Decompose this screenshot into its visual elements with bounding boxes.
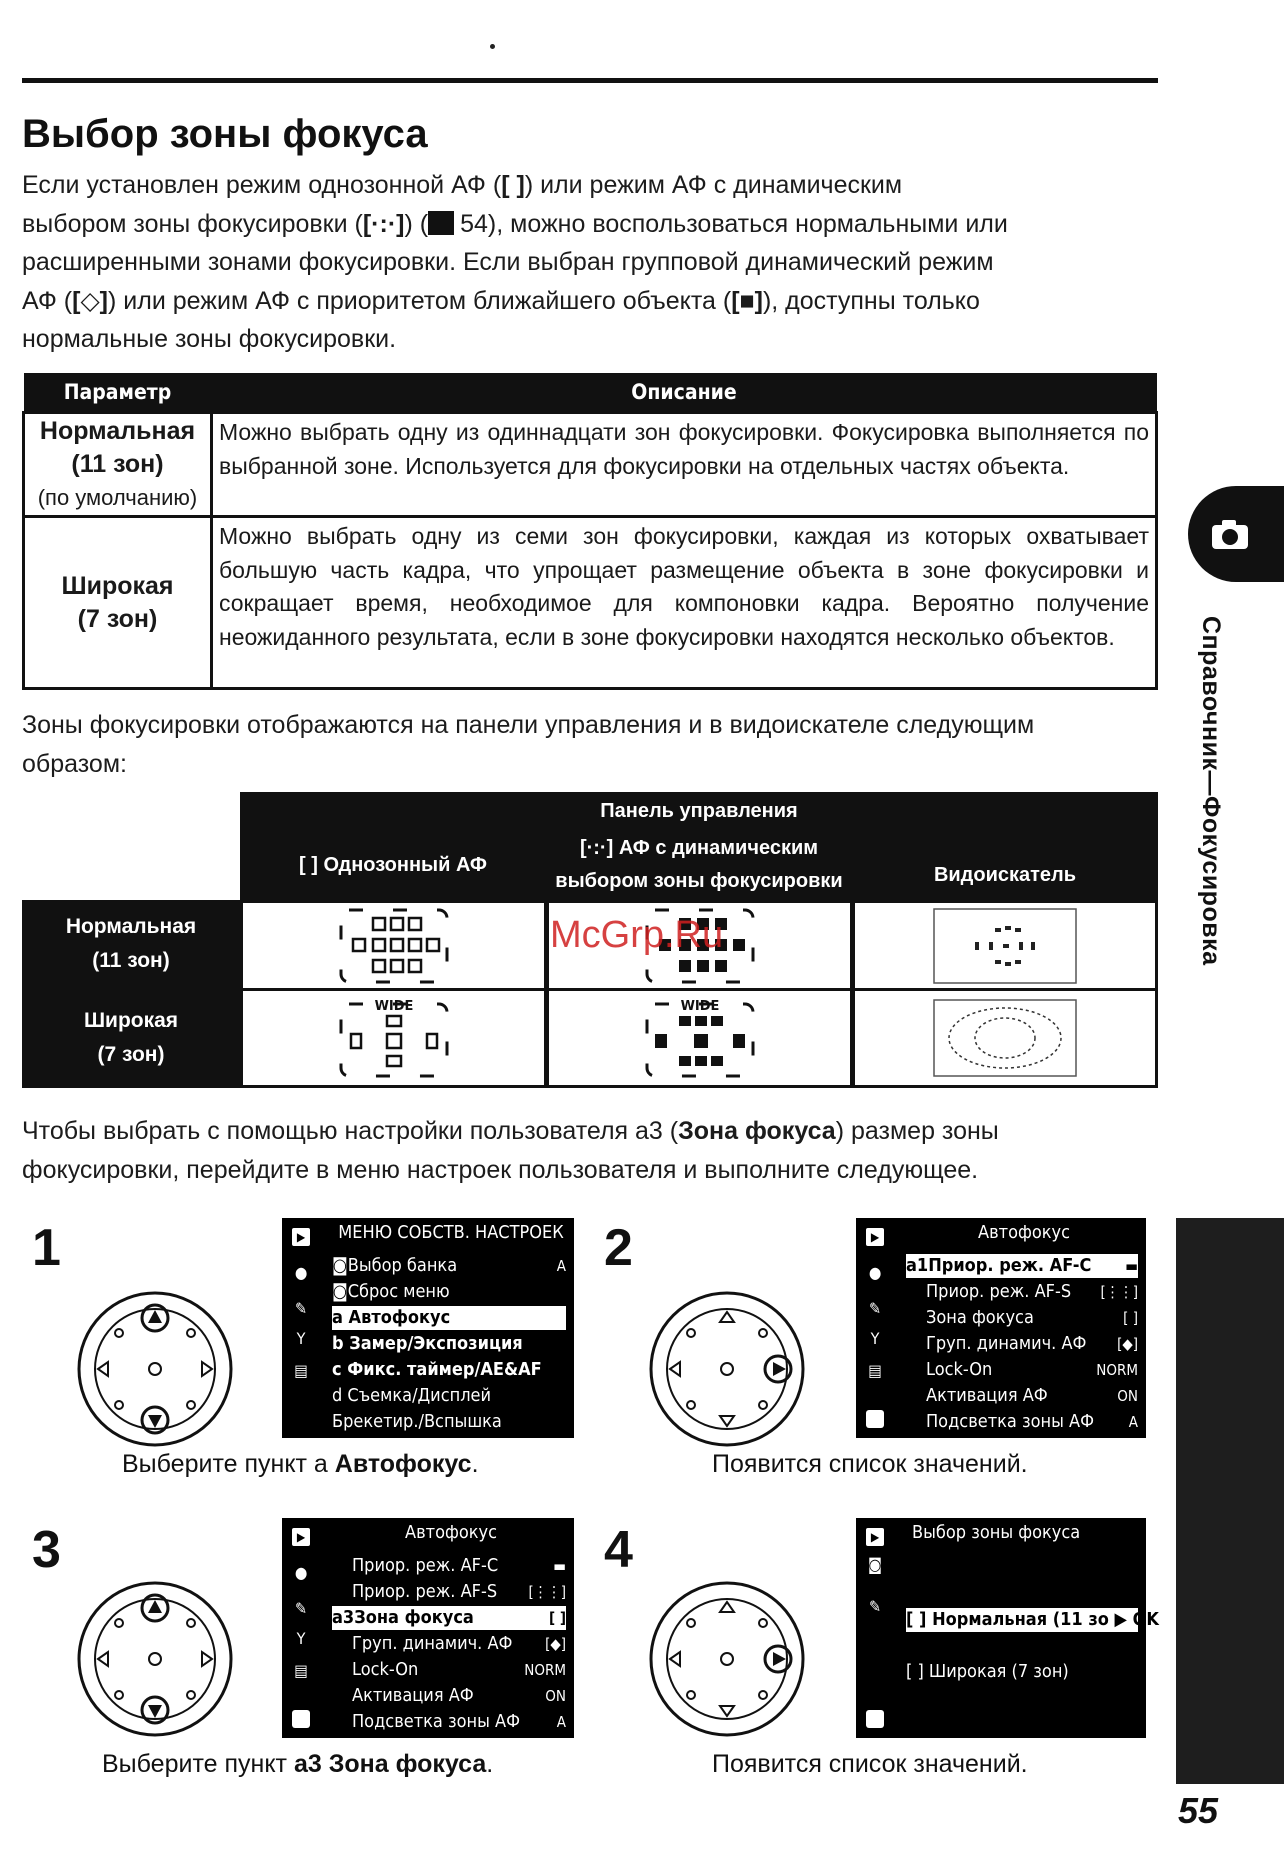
choose-paragraph	[22, 1112, 1158, 1189]
param-table	[22, 373, 1158, 690]
normal-viewfinder-cell	[852, 900, 1158, 991]
screen-title: МЕНЮ СОБСТВ. НАСТРОЕК	[338, 1222, 564, 1243]
row-normal-label: Нормальная (11 зон)	[22, 900, 240, 990]
step-1-number: 1	[32, 1219, 61, 1277]
wrench-tab-icon: Y	[870, 1329, 880, 1348]
menu-row[interactable]: ◙Сброс меню	[332, 1281, 450, 1302]
screen-title: Выбор зоны фокуса	[912, 1522, 1081, 1543]
page-number: 55	[1178, 1790, 1219, 1831]
step-3-number: 3	[32, 1521, 61, 1579]
screen-title: Автофокус	[405, 1522, 497, 1543]
multi-selector-4	[648, 1580, 806, 1738]
menu-row[interactable]: ◙Выбор банка A	[332, 1255, 566, 1276]
camera-icon	[1210, 518, 1250, 550]
param-normal: Нормальная (11 зон) (по умолчанию)	[24, 413, 212, 517]
pencil-tab-icon: ✎	[868, 1299, 882, 1318]
single-area-icon: [ ]	[298, 854, 318, 876]
desc-wide: Можно выбрать одну из семи зон фокусировки, каждая из которых охватывает большую часть кадра, что упрощает размещение объекта в зоне фокусировки и сокращает время, необходимое для компоновки кадра. Вероятно получение неожиданного результата, если в зоне фокусировки находятся несколько объектов.	[212, 517, 1157, 689]
intro-line-5: нормальные зоны фокусировки.	[22, 325, 397, 353]
retouch-tab-icon: ▤	[294, 1661, 308, 1680]
intro-line-3: расширенными зонами фокусировки. Если выбран групповой динамический режим	[22, 248, 994, 276]
wide-label: WIDE	[680, 999, 719, 1014]
step-3-caption: Выберите пункт a3 Зона фокуса.	[102, 1750, 494, 1778]
step-2-number: 2	[604, 1219, 633, 1277]
shooting-tab-icon: ●	[868, 1263, 882, 1282]
menu-row[interactable]: c Фикс. таймер/AE&AF	[332, 1359, 542, 1380]
single-area-af-icon: [ ]	[501, 171, 525, 199]
normal-single-cell	[240, 900, 547, 991]
side-tab-text: Справочник—Фокусировка	[1197, 616, 1225, 966]
intro-line-1: Если установлен режим однозонной АФ ([ ]) или режим АФ с динамическим	[22, 171, 903, 199]
menu-row[interactable]: Активация АФ ON	[352, 1685, 566, 1706]
side-tab	[1188, 486, 1284, 582]
wide-single-diagram	[339, 998, 449, 1078]
row-wide-label: Широкая (7 зон)	[22, 990, 240, 1088]
pencil-tab-icon: ✎	[868, 1597, 882, 1616]
retouch-tab-icon: ▤	[868, 1361, 882, 1380]
intro-paragraph	[22, 166, 1158, 359]
option-wide[interactable]: [ ] Широкая (7 зон)	[906, 1661, 1069, 1682]
desc-header: Описание	[212, 373, 1157, 413]
step-1-caption: Выберите пункт a Автофокус.	[122, 1450, 479, 1478]
step-2-caption: Появится список значений.	[712, 1450, 1028, 1478]
playback-tab-icon: ▶	[292, 1528, 310, 1546]
intro-line-2: выбором зоны фокусировки ([·:·]) ( 54), можно воспользоваться нормальными или	[22, 209, 1008, 238]
multi-selector-3	[76, 1580, 234, 1738]
menu-row[interactable]: Приор. реж. AF-S [⋮⋮]	[352, 1581, 566, 1602]
param-header: Параметр	[24, 373, 212, 413]
menu-row-selected[interactable]: a1Приор. реж. AF-C ▬	[906, 1255, 1138, 1276]
recent-tab-icon	[866, 1410, 884, 1428]
camera-tab-icon: ◙	[868, 1555, 882, 1574]
wide-viewfinder-cell	[852, 988, 1158, 1088]
zones-line-1: Зоны фокусировки отображаются на панели управления и в видоискателе следующим	[22, 711, 1035, 739]
menu-row[interactable]: Подсветка зоны АФ A	[926, 1411, 1138, 1432]
menu-row[interactable]: Lock-On NORM	[352, 1659, 566, 1680]
dynamic-area-icon: [·:·]	[579, 837, 614, 859]
side-dark-bar	[1176, 1218, 1284, 1784]
playback-tab-icon: ▶	[866, 1228, 884, 1246]
normal-single-diagram	[339, 908, 449, 984]
pencil-tab-icon: ✎	[294, 1599, 308, 1618]
playback-tab-icon: ▶	[866, 1528, 884, 1546]
shooting-tab-icon: ●	[294, 1263, 308, 1282]
wrench-tab-icon: Y	[296, 1329, 306, 1348]
recent-tab-icon	[866, 1710, 884, 1728]
dynamic-area-af-icon: [·:·]	[362, 209, 405, 238]
choose-line-1: Чтобы выбрать с помощью настройки пользователя a3 (Зона фокуса) размер зоны	[22, 1117, 999, 1145]
wrench-tab-icon: Y	[296, 1629, 306, 1648]
menu-row[interactable]: Груп. динамич. АФ [◆]	[352, 1633, 566, 1654]
shooting-tab-icon: ●	[294, 1563, 308, 1582]
step-4-caption: Появится список значений.	[712, 1750, 1028, 1778]
step-1-screen	[282, 1218, 574, 1438]
wide-dynamic-diagram	[645, 998, 755, 1078]
col-single-header: [ ] Однозонный АФ	[240, 830, 546, 900]
panel-header: Панель управления	[240, 792, 1158, 830]
step-3-screen	[282, 1518, 574, 1738]
option-normal-selected[interactable]: [ ] Нормальная (11 зо ▶ OK	[906, 1609, 1159, 1630]
step-2-screen	[856, 1218, 1146, 1438]
intro-line-4: АФ ([◇]) или режим АФ с приоритетом ближайшего объекта ([■]), доступны только	[22, 286, 980, 315]
playback-tab-icon: ▶	[292, 1228, 310, 1246]
print-dot	[490, 44, 495, 49]
step-4-screen	[856, 1518, 1159, 1738]
wide-dynamic-cell	[546, 988, 853, 1088]
col-viewfinder-header: Видоискатель	[852, 830, 1158, 900]
page-title: Выбор зоны фокуса	[22, 112, 428, 156]
page-ref-icon	[428, 211, 454, 235]
menu-row[interactable]: Подсветка зоны АФ A	[352, 1711, 566, 1732]
zones-paragraph	[22, 706, 1158, 783]
menu-row[interactable]: Зона фокуса [ ]	[926, 1307, 1138, 1328]
menu-row[interactable]: d Съемка/Дисплей	[332, 1385, 492, 1406]
closest-subject-af-icon: [■]	[731, 286, 763, 315]
param-wide: Широкая (7 зон)	[24, 517, 212, 689]
menu-row[interactable]: Lock-On NORM	[926, 1359, 1138, 1380]
menu-row-selected[interactable]: a Автофокус	[332, 1306, 566, 1330]
menu-row[interactable]: b Замер/Экспозиция	[332, 1333, 523, 1354]
menu-row[interactable]: Приор. реж. AF-S [⋮⋮]	[926, 1281, 1138, 1302]
menu-row[interactable]: Груп. динамич. АФ [◆]	[926, 1333, 1138, 1354]
step-4-number: 4	[604, 1521, 633, 1579]
desc-normal: Можно выбрать одну из одиннадцати зон фокусировки. Фокусировка выполняется по выбранной зоне. Используется для фокусировки на отдельных частях объекта.	[212, 413, 1157, 517]
screen-title: Автофокус	[978, 1222, 1070, 1243]
wide-viewfinder-diagram	[933, 999, 1077, 1077]
retouch-tab-icon: ▤	[294, 1361, 308, 1380]
pencil-tab-icon: ✎	[294, 1299, 308, 1318]
watermark: McGrp.Ru	[550, 914, 724, 956]
menu-row[interactable]: Брекетир./Вспышка	[332, 1411, 502, 1432]
recent-tab-icon	[292, 1710, 310, 1728]
wide-label: WIDE	[374, 999, 413, 1014]
multi-selector-1	[76, 1290, 234, 1448]
menu-row[interactable]: Активация АФ ON	[926, 1385, 1138, 1406]
multi-selector-2	[648, 1290, 806, 1448]
menu-row[interactable]: Приор. реж. AF-C ▬	[352, 1555, 566, 1576]
col-dynamic-header: [·:·] АФ с динамическим выбором зоны фокусировки	[546, 830, 852, 900]
wide-single-cell	[240, 988, 547, 1088]
menu-row-selected[interactable]: a3Зона фокуса [ ]	[332, 1607, 566, 1628]
zones-line-2: образом:	[22, 749, 127, 778]
normal-viewfinder-diagram	[933, 908, 1077, 984]
choose-line-2: фокусировки, перейдите в меню настроек пользователя и выполните следующее.	[22, 1155, 979, 1184]
top-rule	[22, 78, 1158, 83]
group-dynamic-af-icon: [◇]	[72, 286, 109, 315]
